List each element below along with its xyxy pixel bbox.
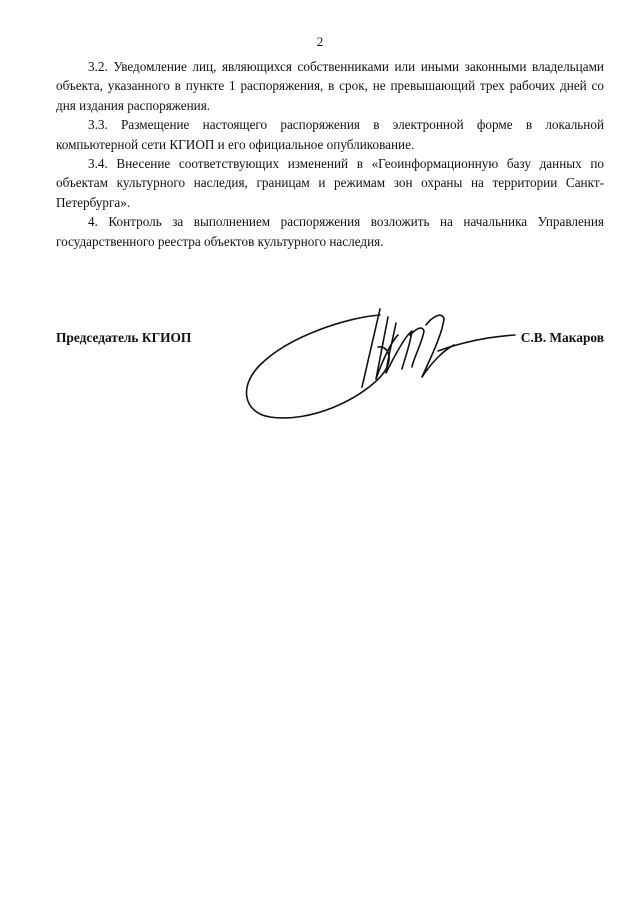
paragraph-4: 4. Контроль за выполнением распоряжения возложить на начальника Управления государственного реестра объектов культурного наследия. [56, 214, 604, 249]
paragraph-3-4: 3.4. Внесение соответствующих изменений в «Геоинформационную базу данных по объектам культурного наследия, границам и режимам зон охраны на территории Санкт-Петербурга». [56, 156, 604, 210]
page-number: 2 [316, 34, 324, 49]
paragraph-3-3: 3.3. Размещение настоящего распоряжения в электронной форме в локальной компьютерной сети КГИОП и его официальное опубликование. [56, 117, 604, 152]
handwritten-signature [230, 295, 530, 425]
signature-block [56, 330, 604, 352]
paragraph-3-2: 3.2. Уведомление лиц, являющихся собственниками или иными законными владельцами объекта, указанного в пункте 1 распоряжения, в срок, не превышающий трех рабочих дней со дня издания распоряжения. [56, 59, 604, 113]
signer-name: С.В. Макаров [520, 330, 604, 345]
document-body [56, 57, 604, 251]
signer-title: Председатель КГИОП [56, 330, 192, 345]
